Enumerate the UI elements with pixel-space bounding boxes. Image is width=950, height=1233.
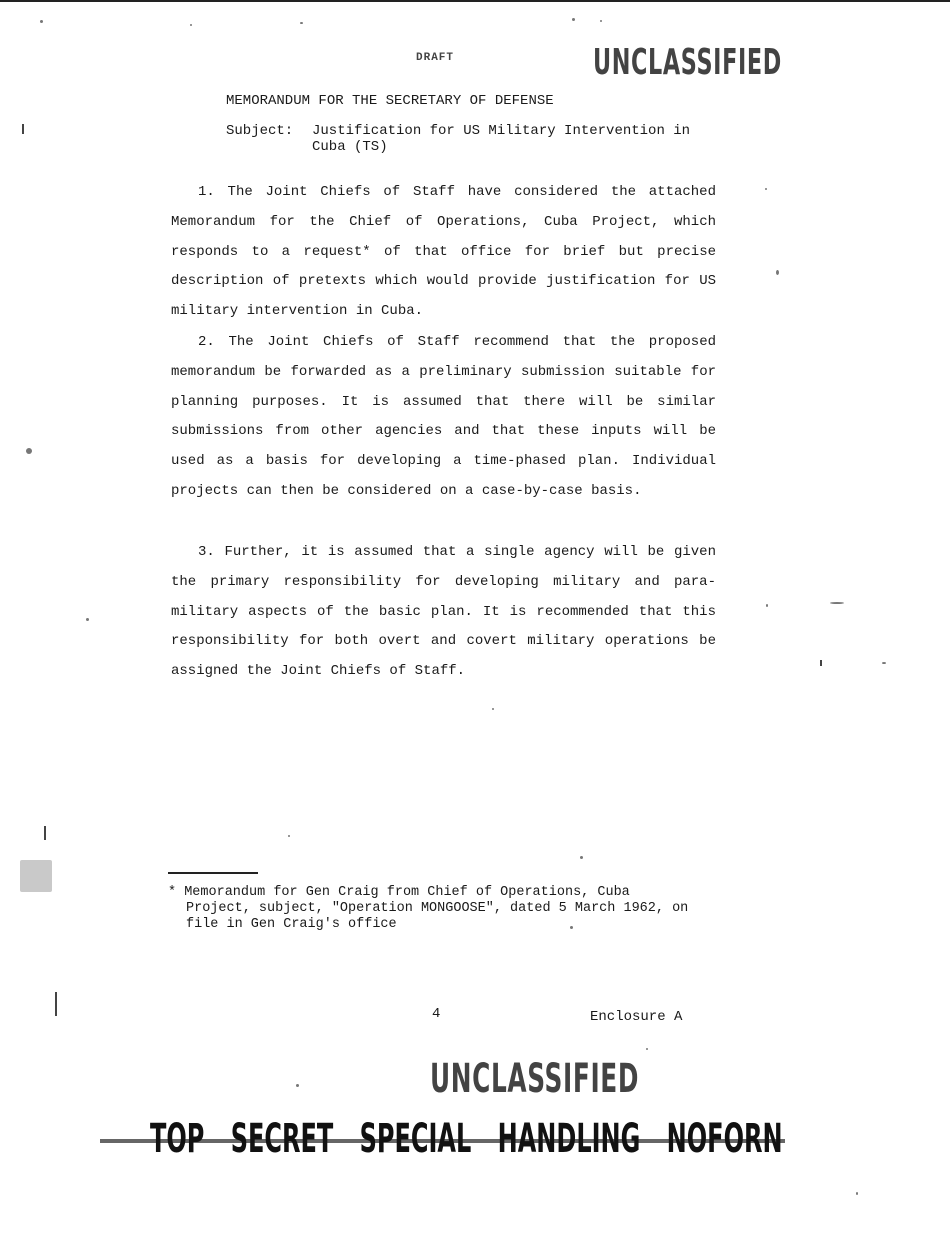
scan-speck: [882, 662, 886, 664]
scan-speck: [300, 22, 303, 24]
scan-speck: [646, 1048, 648, 1050]
paragraph-3: 3. Further, it is assumed that a single agency will be given the primary responsibility for developing military and para-military aspects of the basic plan. It is recommended that this responsibility for both overt and covert military operations be assigned the Joint Chiefs of Staff.: [171, 544, 716, 680]
footnote-rule: [168, 872, 258, 874]
scan-speck: [40, 20, 43, 23]
scan-speck: [766, 604, 768, 607]
classification-banner: TOP SECRET SPECIAL HANDLING NOFORN: [150, 1116, 783, 1162]
margin-mark: [55, 992, 57, 1016]
scan-speck: [830, 602, 844, 604]
memo-title: MEMORANDUM FOR THE SECRETARY OF DEFENSE: [226, 93, 554, 109]
enclosure-label: Enclosure A: [590, 1009, 683, 1025]
scan-speck: [856, 1192, 858, 1195]
scan-speck: [86, 618, 89, 621]
scan-speck: [492, 708, 494, 710]
subject-text: Justification for US Military Intervention in Cuba (TS): [312, 123, 691, 155]
scan-speck: [765, 188, 767, 190]
scan-speck: [600, 20, 602, 22]
scan-speck: [572, 18, 575, 21]
scan-speck: [26, 448, 32, 454]
scan-speck: [190, 24, 192, 26]
footnote: * Memorandum for Gen Craig from Chief of Operations, Cuba Project, subject, "Operation MONGOOSE", dated 5 March 1962, on file in Gen Craig's office: [168, 885, 689, 932]
unclassified-stamp-top: UNCLASSIFIED: [593, 42, 782, 83]
page-number: 4: [432, 1006, 441, 1022]
scan-speck: [20, 860, 52, 892]
paragraph-2: 2. The Joint Chiefs of Staff recommend that the proposed memorandum be forwarded as a preliminary submission suitable for planning purposes. It is assumed that there will be similar submissions from other agencies and that these inputs will be used as a basis for developing a time-phased plan. Individual projects can then be considered on a case-by-case basis.: [171, 334, 716, 499]
scan-speck: [776, 270, 779, 275]
scan-speck: [288, 835, 290, 837]
page-top-rule: [0, 0, 950, 2]
margin-mark: [44, 826, 46, 840]
scan-speck: [296, 1084, 299, 1087]
scan-speck: [580, 856, 583, 859]
draft-header-mark: DRAFT: [416, 52, 455, 64]
paragraph-1: 1. The Joint Chiefs of Staff have considered the attached Memorandum for the Chief of Operations, Cuba Project, which responds to a request* of that office for brief but precise description of pretexts which would provide justification for US military intervention in Cuba.: [171, 184, 716, 320]
margin-mark: [22, 124, 24, 134]
subject-label: Subject:: [226, 123, 294, 139]
unclassified-stamp-bottom: UNCLASSIFIED: [430, 1056, 640, 1102]
margin-mark: [820, 660, 822, 666]
